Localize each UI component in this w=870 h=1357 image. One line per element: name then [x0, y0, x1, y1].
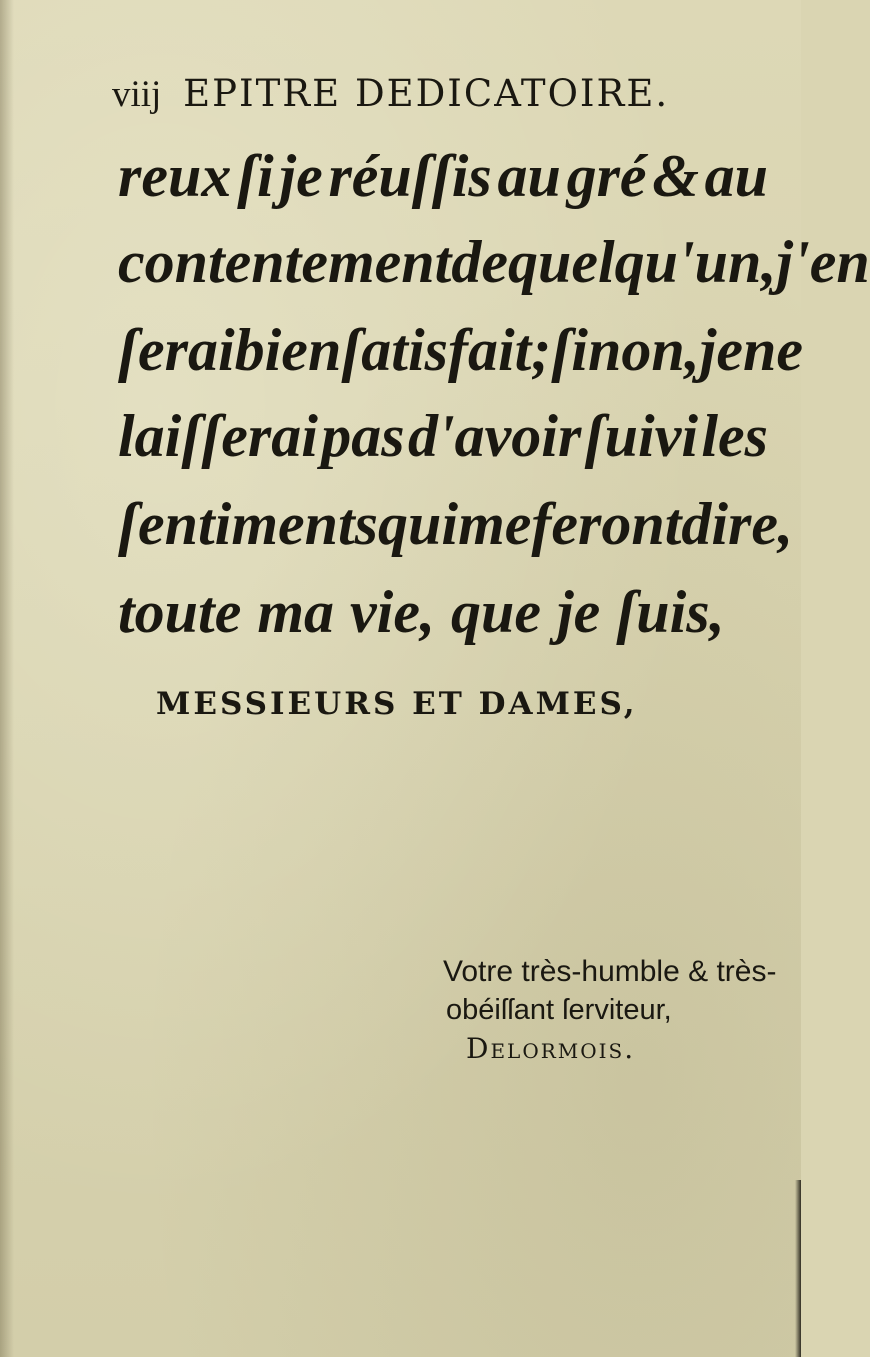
salutation: MESSIEURS ET DAMES,	[156, 686, 638, 722]
page-right-edge-shadow	[795, 1180, 801, 1357]
word: ſinon,	[551, 317, 700, 383]
word: toute	[118, 579, 242, 645]
page-number: viij	[112, 74, 162, 115]
running-head-title: EPITRE DEDICATOIRE.	[183, 72, 670, 115]
signature: Delormois.	[466, 1032, 636, 1065]
word: je	[556, 579, 601, 645]
body-line-1	[118, 136, 768, 216]
word: ſuis,	[616, 579, 725, 645]
word: ſatisfait;	[341, 317, 552, 383]
word: j'en	[776, 229, 870, 295]
body-line-4	[118, 396, 768, 476]
body-line-5	[118, 484, 794, 564]
word: qui	[378, 491, 459, 557]
word: laiſſerai	[118, 403, 318, 469]
body-line-3	[118, 310, 803, 390]
word: ſi	[237, 143, 274, 209]
word: feront	[531, 491, 682, 557]
body-line-2	[118, 222, 870, 302]
word: ma	[257, 579, 335, 645]
word: réuſſis	[328, 143, 492, 209]
word: je	[699, 317, 743, 383]
word: bien	[234, 317, 342, 383]
word: contentement	[118, 229, 452, 295]
word: &	[652, 143, 699, 209]
word: je	[279, 143, 323, 209]
closing-line-2: obéiſſant ſerviteur,	[446, 994, 672, 1026]
word: ſuivi	[584, 403, 698, 469]
body-line-6	[118, 572, 768, 652]
word: les	[701, 403, 768, 469]
word: vie,	[350, 579, 435, 645]
word: que	[450, 579, 541, 645]
word: me	[458, 491, 532, 557]
word: ſerai	[118, 317, 235, 383]
word: pas	[321, 403, 405, 469]
word: d'avoir	[408, 403, 582, 469]
word: ne	[743, 317, 803, 383]
word: quelqu'un,	[507, 229, 777, 295]
word: au	[497, 143, 561, 209]
word: ſentiments	[118, 491, 379, 557]
closing-line-1: Votre très-humble & très-	[443, 955, 777, 988]
page-left-edge-shadow	[0, 0, 14, 1357]
word: de	[451, 229, 508, 295]
running-head	[112, 72, 792, 116]
word: gré	[566, 143, 647, 209]
word: reux	[118, 143, 232, 209]
word: dire,	[681, 491, 794, 557]
word: au	[704, 143, 768, 209]
